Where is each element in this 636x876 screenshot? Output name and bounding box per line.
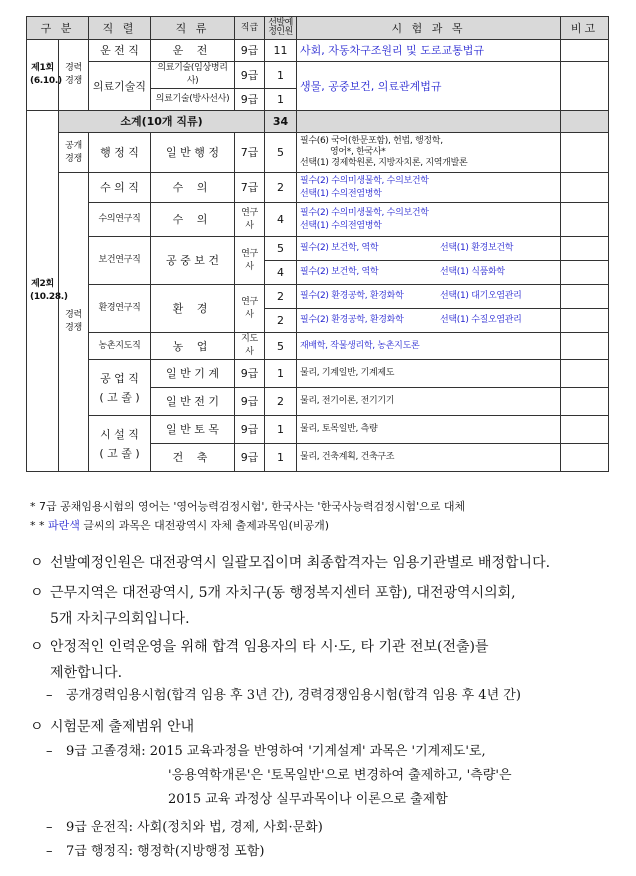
count-cell: 5 [265,333,297,360]
subjects-line: 선택(1) 수의전염병학 [300,188,382,199]
table-row [27,62,609,89]
subjects-required: 필수(2) 보건학, 역학 [300,267,379,277]
subjects-cell [297,309,561,333]
note-cell [561,133,609,173]
table-row [27,333,609,360]
grade-cell: 9급 [235,388,265,416]
note-cell [561,40,609,62]
dash-marker: – [46,844,53,859]
count-cell: 11 [265,40,297,62]
footnote-2-rest: 글씨의 과목은 대전광역시 자체 출제과목임(비공개) [79,519,330,532]
kind-cell: 일 반 행 정 [151,133,235,173]
subjects-required: 필수(2) 환경공학, 환경화학 [300,291,404,301]
subjects-line: 선택(1) 수의전염병학 [300,220,382,231]
round2-date: (10.28.) [30,292,68,302]
bullet-4-sub-2 [46,816,616,840]
subjects-cell [297,261,561,285]
kind-cell: 농 업 [151,333,235,360]
grade-cell: 연구사 [235,203,265,237]
subjects-line: 영어*, 한국사* [330,147,386,157]
subjects-cell [297,203,561,237]
subjects-cell: 사회, 자동차구조원리 및 도로교통법규 [297,40,561,62]
series-cell: 수의연구직 [89,203,151,237]
note-cell [561,203,609,237]
bullet-3 [30,634,610,686]
round1-date: (6.10.) [30,76,62,86]
footnotes [30,497,465,535]
kind-cell: 건 축 [151,444,235,472]
sub-text: '응용역학개론'은 '토목일반'으로 변경하여 출제하고, '측량'은 [168,768,512,783]
series-cell: 농촌지도직 [89,333,151,360]
subjects-cell [297,173,561,203]
subjects-cell: 물리, 토목일반, 측량 [297,416,561,444]
series-cell: 수 의 직 [89,173,151,203]
note-cell [561,237,609,261]
count-cell: 5 [265,237,297,261]
count-cell: 5 [265,133,297,173]
grade-cell: 7급 [235,133,265,173]
bullet-text: 선발예정인원은 대전광역시 일괄모집이며 최종합격자는 임용기관별로 배정합니다. [50,555,551,571]
table-row [27,40,609,62]
bullet-4-sub-1 [46,740,616,812]
note-cell [561,62,609,111]
note-cell [561,285,609,309]
bullet-4 [30,714,610,740]
series-cell: 행 정 직 [89,133,151,173]
header-grade: 직급 [235,17,265,40]
kind-cell: 일 반 기 계 [151,360,235,388]
dash-marker: – [46,744,53,759]
bullet-text: 제한합니다. [50,665,123,681]
bullet-text: 근무지역은 대전광역시, 5개 자치구(동 행정복지센터 포함), 대전광역시의회, [50,585,516,601]
bullet-marker: ㅇ [30,555,44,571]
grade-cell: 지도사 [235,333,265,360]
series-cell [89,360,151,416]
bullet-marker: ㅇ [30,719,44,735]
series-cell: 보건연구직 [89,237,151,285]
table-row [27,237,609,261]
series-cell: 운 전 직 [89,40,151,62]
header-row [27,17,609,40]
subjects-optional: 선택(1) 식품화학 [440,267,505,277]
count-cell: 1 [265,444,297,472]
bullet-4-sub-3 [46,840,616,864]
header-subjects: 시 험 과 목 [297,17,561,40]
grade-cell: 9급 [235,40,265,62]
grade-cell: 9급 [235,444,265,472]
subtotal-row [27,111,609,133]
round2-career-type: 경력경쟁 [59,173,89,472]
kind-cell: 환 경 [151,285,235,333]
header-series: 직 렬 [89,17,151,40]
note-cell [561,173,609,203]
count-cell: 2 [265,285,297,309]
subjects-optional: 선택(1) 수질오염관리 [440,315,522,325]
header-note: 비고 [561,17,609,40]
grade-cell: 9급 [235,62,265,89]
bullet-text: 안정적인 인력운영을 위해 합격 임용자의 타 시·도, 타 기관 전보(전출)를 [50,639,489,655]
note-cell [561,444,609,472]
footnote-2-blue: 파란색 [48,519,80,532]
table-row [27,133,609,173]
subjects-cell [297,237,561,261]
dash-marker: – [46,688,53,703]
subjects-line: 필수(2) 수의미생물학, 수의보건학 [300,207,429,218]
subjects-cell: 재배학, 작물생리학, 농촌지도론 [297,333,561,360]
grade-cell: 9급 [235,416,265,444]
table-row [27,203,609,237]
count-cell: 1 [265,360,297,388]
series-cell: 환경연구직 [89,285,151,333]
subtotal-note [561,111,609,133]
sub-text: 2015 교육 과정상 실무과목이나 이론으로 출제함 [168,792,448,807]
grade-cell: 9급 [235,89,265,111]
sub-text: 공개경력임용시험(합격 임용 후 3년 간), 경력경쟁임용시험(합격 임용 후 4년 간) [66,688,521,703]
note-cell [561,360,609,388]
series-cell [89,416,151,472]
kind-cell: 일 반 토 목 [151,416,235,444]
footnote-2-prefix: * * [30,519,48,532]
count-cell: 1 [265,62,297,89]
subtotal-blank [297,111,561,133]
bullet-marker: ㅇ [30,585,44,601]
subjects-cell [297,285,561,309]
footnote-2 [30,516,465,535]
subjects-cell [297,133,561,173]
table-row [27,416,609,444]
footnote-1: * 7급 공채임용시험의 영어는 '영어능력검정시험', 한국사는 '한국사능력검정시험'으로 대체 [30,500,466,513]
sub-text: 9급 고졸경채: 2015 교육과정을 반영하여 '기계설계' 과목은 '기계제도'로, [66,744,486,759]
note-cell [561,261,609,285]
subjects-cell: 생물, 공중보건, 의료관계법규 [297,62,561,111]
kind-cell: 운 전 [151,40,235,62]
bullet-text: 5개 자치구의회입니다. [50,611,190,627]
subjects-line: 필수(6) 국어(한문포함), 헌법, 행정학, [300,136,443,146]
note-cell [561,388,609,416]
grade-cell: 연구사 [235,285,265,333]
subtotal-count: 34 [265,111,297,133]
round1-cell [27,40,62,111]
round1-label: 제1회 [31,63,54,73]
subjects-optional: 선택(1) 대기오염관리 [440,291,522,301]
table-row [27,173,609,203]
header-count: 선발예정인원 [265,17,297,40]
round2-open-type: 공개경쟁 [59,133,89,173]
subjects-line: 선택(1) 경제학원론, 지방자치론, 지역개발론 [300,158,468,168]
table-row [27,285,609,309]
kind-cell: 일 반 전 기 [151,388,235,416]
subjects-line: 필수(2) 수의미생물학, 수의보건학 [300,175,429,186]
grade-cell: 9급 [235,360,265,388]
round1-type: 경력경쟁 [59,40,89,111]
grade-cell: 연구사 [235,237,265,285]
note-cell [561,416,609,444]
subjects-cell: 물리, 건축계획, 건축구조 [297,444,561,472]
kind-cell: 수 의 [151,173,235,203]
count-cell: 2 [265,173,297,203]
note-cell [561,333,609,360]
grade-cell: 7급 [235,173,265,203]
bullet-text: 시험문제 출제범위 안내 [50,719,195,735]
bullet-marker: ㅇ [30,639,44,655]
kind-cell: 의료기술(임상병리사) [151,62,235,89]
count-cell: 4 [265,261,297,285]
header-division: 구 분 [27,17,89,40]
sub-text: 7급 행정직: 행정학(지방행정 포함) [66,844,265,859]
count-cell: 2 [265,388,297,416]
series-cell: 의료기술직 [89,62,151,111]
bullet-3-sub [46,684,616,708]
series-line: 공 업 직 [100,371,139,385]
sub-text: 9급 운전직: 사회(정치와 법, 경제, 사회·문화) [66,820,323,835]
table-row [27,360,609,388]
count-cell: 2 [265,309,297,333]
count-cell: 1 [265,416,297,444]
series-line: ( 고 졸 ) [99,446,140,460]
count-cell: 1 [265,89,297,111]
note-cell [561,309,609,333]
dash-marker: – [46,820,53,835]
round2-cell [27,111,68,472]
kind-cell: 수 의 [151,203,235,237]
series-line: ( 고 졸 ) [99,390,140,404]
header-kind: 직 류 [151,17,235,40]
kind-cell: 공 중 보 건 [151,237,235,285]
subjects-optional: 선택(1) 환경보건학 [440,243,514,253]
bullet-1 [30,550,610,576]
exam-table [26,16,609,472]
series-line: 시 설 직 [100,427,139,441]
bullet-2 [30,580,610,632]
subjects-cell: 물리, 기계일반, 기계제도 [297,360,561,388]
kind-cell: 의료기술(방사선사) [151,89,235,111]
count-cell: 4 [265,203,297,237]
round2-label: 제2회 [31,279,54,289]
subjects-required: 필수(2) 보건학, 역학 [300,243,379,253]
subtotal-label: 소계(10개 직류) [59,111,265,133]
subjects-cell: 물리, 전기이론, 전기기기 [297,388,561,416]
subjects-required: 필수(2) 환경공학, 환경화학 [300,315,404,325]
